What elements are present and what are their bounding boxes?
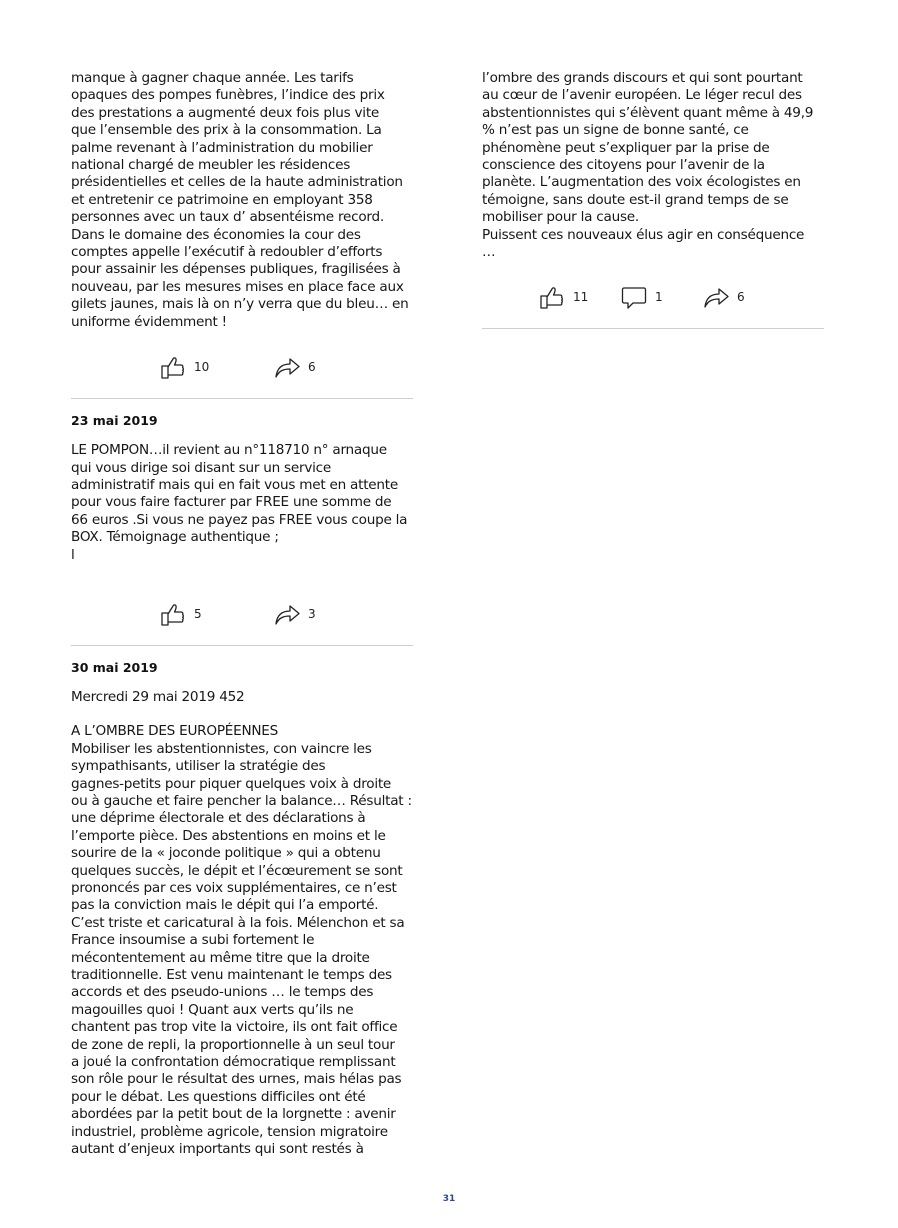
like-count: 11 xyxy=(573,290,589,305)
like-count: 5 xyxy=(194,606,202,621)
post-text: l’ombre des grands discours et qui sont pourtant au cœur de l’avenir européen. Le léger recul des abstentionnistes qui s’élèvent quant même à 49,9 % n’est pas un signe de bonne santé, ce phénomène peut s’expliquer par la prise de conscience des citoyens pour l’avenir de la planète. L’augmentation des voix écologistes en témoigne, sans doute est-il grand temps de se mobiliser pour la cause. Puissent ces nouveaux élus agir en conséquence … xyxy=(482,70,814,261)
like-button[interactable] xyxy=(538,279,588,315)
post-date: 23 mai 2019 xyxy=(71,413,158,429)
post-text: A L’OMBRE DES EUROPÉENNES Mobiliser les abstentionnistes, con vaincre les sympathisants, utiliser la stratégie des gagnes-petits pour piquer quelques voix à droite ou à gauche et faire pencher la balance… Résultat : une déprime électorale et des déclarations à l’emporte pièce. Des abstentions en moins et le sourire de la « joconde politique » qui a obtenu quelques succès, le dépit et l’écœurement se sont prononcés par ces voix supplémentaires, ce n’est pas la conviction mais le dépit qui l’a emporté. C’est triste et caricatural à la fois. Mélenchon et sa France insoumise a subi fortement le mécontentement au même titre que la droite traditionnelle. Est venu maintenant le temps des accords et des pseudo-unions … le temps des magouilles quoi ! Quant aux verts qu’ils ne chantent pas trop vite la victoire, ils ont fait office de zone de repli, la proportionnelle à un seul tour a joué la confrontation démocratique remplissant son rôle pour le résultat des urnes, mais hélas pas pour le débat. Les questions difficiles ont été abordées par la petit bout de la lorgnette : avenir industriel, problème agricole, tension migratoire autant d’enjeux importants qui sont restés à xyxy=(71,723,412,1158)
share-arrow-icon xyxy=(273,600,301,628)
post-date: 30 mai 2019 xyxy=(71,659,158,675)
post-subtitle: Mercredi 29 mai 2019 452 xyxy=(71,688,245,705)
post-divider xyxy=(71,645,413,646)
share-count: 6 xyxy=(737,290,745,305)
speech-bubble-icon xyxy=(620,283,648,311)
post-divider xyxy=(482,328,824,329)
share-arrow-icon xyxy=(273,353,301,381)
like-button[interactable] xyxy=(159,596,202,632)
comment-button[interactable] xyxy=(620,279,663,315)
like-count: 10 xyxy=(194,360,210,375)
share-button[interactable] xyxy=(273,596,316,632)
share-count: 3 xyxy=(308,606,316,621)
share-arrow-icon xyxy=(702,283,730,311)
post-text: manque à gagner chaque année. Les tarifs opaques des pompes funèbres, l’indice des prix des prestations a augmenté deux fois plus vite que l’ensemble des prix à la consommation. La palme revenant à l’administration du mobilier national chargé de meubler les résidences présidentielles et celles de la haute administration et entretenir ce patrimoine en employant 358 personnes avec un taux d’ absentéisme record. Dans le domaine des économies la cour des comptes appelle l’exécutif à redoubler d’efforts pour assainir les dépenses publiques, fragilisées à nouveau, par les mesures mises en place face aux gilets jaunes, mais là on n’y verra que du bleu… en uniforme évidemment ! xyxy=(71,70,409,330)
thumbs-up-icon xyxy=(159,353,187,381)
share-button[interactable] xyxy=(702,279,745,315)
post-divider xyxy=(71,398,413,399)
post-actions xyxy=(71,349,413,385)
thumbs-up-icon xyxy=(538,283,566,311)
right-column xyxy=(482,70,824,329)
like-button[interactable] xyxy=(159,349,209,385)
thumbs-up-icon xyxy=(159,600,187,628)
post-actions xyxy=(71,596,413,632)
comment-count: 1 xyxy=(655,290,663,305)
left-column xyxy=(71,70,413,1159)
post-actions xyxy=(482,279,824,315)
post-text: LE POMPON…il revient au n°118710 n° arnaque qui vous dirige soi disant sur un service administratif mais qui en fait vous met en attente pour vous faire facturer par FREE une somme de 66 euros .Si vous ne payez pas FREE vous coupe la BOX. Témoignage authentique ; l xyxy=(71,442,408,563)
page-number: 31 xyxy=(442,1194,456,1204)
share-count: 6 xyxy=(308,360,316,375)
share-button[interactable] xyxy=(273,349,316,385)
